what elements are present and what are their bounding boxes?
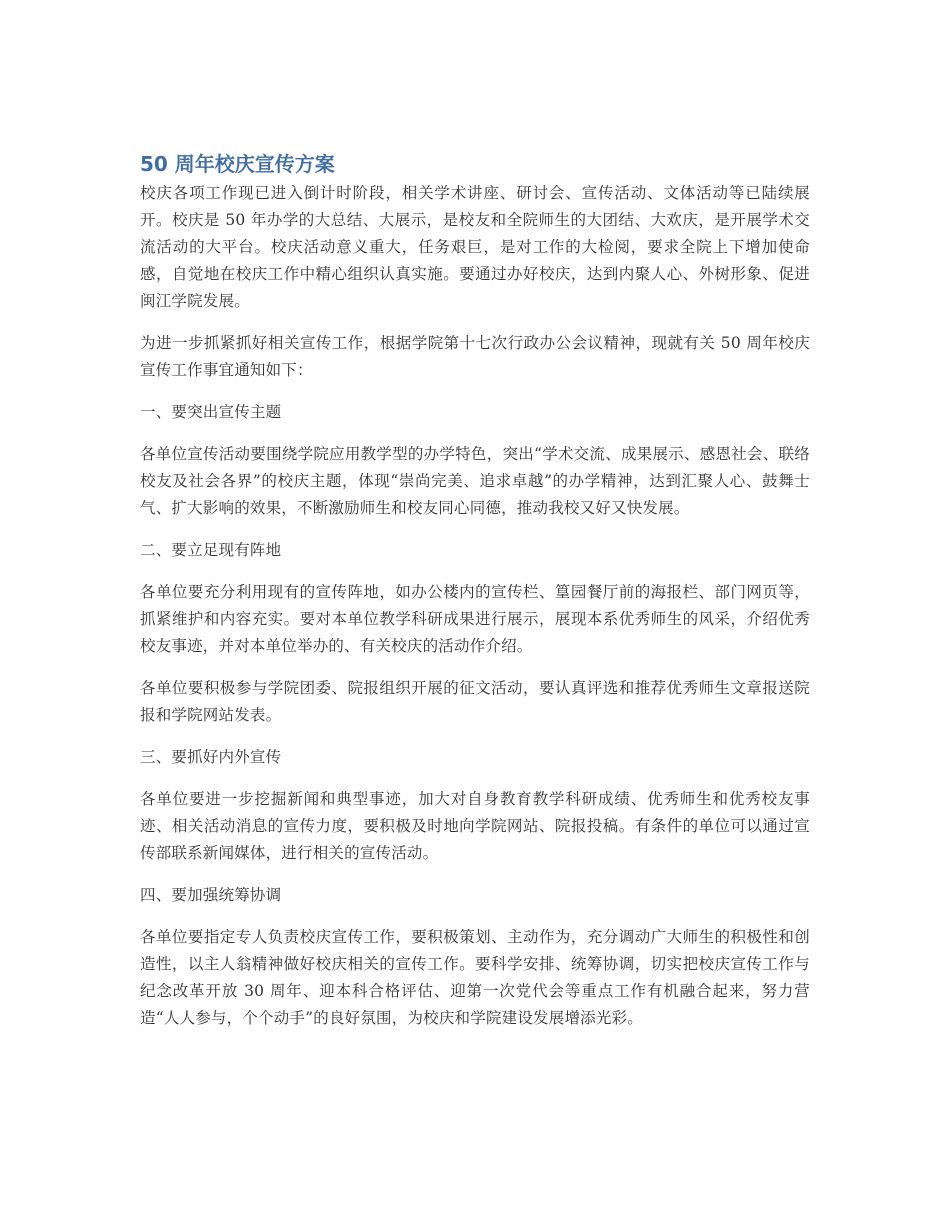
section-paragraph-1: 各单位宣传活动要围绕学院应用教学型的办学特色，突出“学术交流、成果展示、感恩社会、联络校友及社会各界”的校庆主题，体现“崇尚完美、追求卓越”的办学精神，达到汇聚人心、鼓舞士气、扩大影响的效果，不断激励师生和校友同心同德，推动我校又好又快发展。 [140, 445, 810, 517]
intro-paragraph: 校庆各项工作现已进入倒计时阶段，相关学术讲座、研讨会、宣传活动、文体活动等已陆续展开。校庆是 50 年办学的大总结、大展示，是校友和全院师生的大团结、大欢庆，是开展学术交流活动的大平台。校庆活动意义重大，任务艰巨，是对工作的大检阅，要求全院上下增加使命感，自觉地在校庆工作中精心组织认真实施。要通过办好校庆，达到内聚人心、外树形象、促进闽江学院发展。 [140, 184, 810, 310]
section-paragraph-2a: 各单位要充分利用现有的宣传阵地，如办公楼内的宣传栏、篁园餐厅前的海报栏、部门网页等，抓紧维护和内容充实。要对本单位教学科研成果进行展示，展现本系优秀师生的风采，介绍优秀校友事迹，并对本单位举办的、有关校庆的活动作介绍。 [140, 583, 810, 655]
section-heading-3: 三、要抓好内外宣传 [140, 748, 282, 766]
section-heading-2: 二、要立足现有阵地 [140, 541, 282, 559]
document-title: 50 周年校庆宣传方案 [140, 152, 335, 176]
section-heading-1: 一、要突出宣传主题 [140, 403, 282, 421]
section-paragraph-3: 各单位要进一步挖掘新闻和典型事迹，加大对自身教育教学科研成绩、优秀师生和优秀校友事迹、相关活动消息的宣传力度，要积极及时地向学院网站、院报投稿。有条件的单位可以通过宣传部联系新闻媒体，进行相关的宣传活动。 [140, 790, 810, 862]
section-paragraph-4: 各单位要指定专人负责校庆宣传工作，要积极策划、主动作为，充分调动广大师生的积极性和创造性，以主人翁精神做好校庆相关的宣传工作。要科学安排、统筹协调，切实把校庆宣传工作与纪念改革开放 30 周年、迎本科合格评估、迎第一次党代会等重点工作有机融合起来，努力营造“人人参与，个个动手”的良好氛围，为校庆和学院建设发展增添光彩。 [140, 928, 810, 1027]
document-page [140, 148, 810, 1047]
section-paragraph-2b: 各单位要积极参与学院团委、院报组织开展的征文活动，要认真评选和推荐优秀师生文章报送院报和学院网站发表。 [140, 679, 810, 724]
notice-paragraph: 为进一步抓紧抓好相关宣传工作，根据学院第十七次行政办公会议精神，现就有关 50 周年校庆宣传工作事宜通知如下： [140, 334, 810, 379]
section-heading-4: 四、要加强统筹协调 [140, 886, 282, 904]
